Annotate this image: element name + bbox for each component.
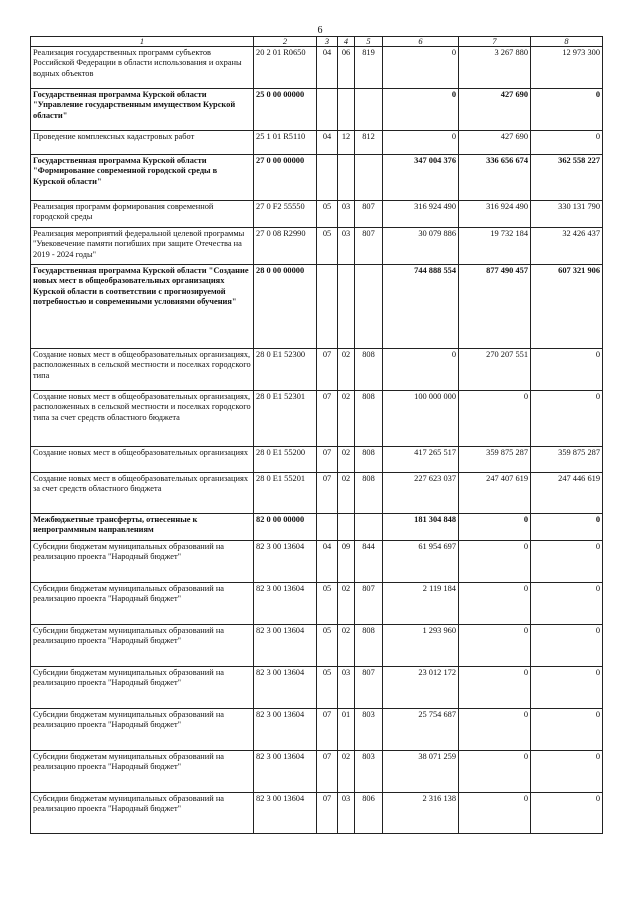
row-code: 82 3 00 13604 xyxy=(254,751,317,793)
row-value-8: 32 426 437 xyxy=(531,228,603,265)
row-section: 04 xyxy=(317,541,338,583)
row-section: 07 xyxy=(317,391,338,447)
row-section: 07 xyxy=(317,349,338,391)
row-type: 808 xyxy=(355,349,383,391)
row-section: 07 xyxy=(317,793,338,834)
header-row xyxy=(31,37,603,47)
row-value-6: 0 xyxy=(383,89,459,131)
row-subsection: 03 xyxy=(338,793,355,834)
row-subsection: 03 xyxy=(338,667,355,709)
row-value-7: 247 407 619 xyxy=(459,473,531,514)
row-code: 82 3 00 13604 xyxy=(254,667,317,709)
row-value-7: 0 xyxy=(459,709,531,751)
row-name: Субсидии бюджетам муниципальных образований на реализацию проекта "Народный бюджет" xyxy=(31,541,254,583)
row-name: Межбюджетные трансферты, отнесенные к непрограммным направлениям xyxy=(31,514,254,541)
row-section: 07 xyxy=(317,473,338,514)
table-row xyxy=(31,155,603,201)
row-value-8: 0 xyxy=(531,583,603,625)
row-subsection xyxy=(338,89,355,131)
row-type: 812 xyxy=(355,131,383,155)
row-value-8: 359 875 287 xyxy=(531,447,603,473)
row-value-8: 0 xyxy=(531,89,603,131)
row-value-8: 247 446 619 xyxy=(531,473,603,514)
budget-table xyxy=(30,36,603,834)
row-code: 27 0 00 00000 xyxy=(254,155,317,201)
table-row xyxy=(31,228,603,265)
row-value-8: 0 xyxy=(531,667,603,709)
row-name: Субсидии бюджетам муниципальных образований на реализацию проекта "Народный бюджет" xyxy=(31,583,254,625)
header-cell-7: 7 xyxy=(459,37,531,47)
table-row xyxy=(31,447,603,473)
row-value-7: 877 490 457 xyxy=(459,265,531,349)
row-name: Государственная программа Курской области "Управление государственным имуществом Курской области" xyxy=(31,89,254,131)
table-row xyxy=(31,47,603,89)
row-type: 819 xyxy=(355,47,383,89)
row-value-7: 19 732 184 xyxy=(459,228,531,265)
row-value-8: 0 xyxy=(531,131,603,155)
header-cell-8: 8 xyxy=(531,37,603,47)
row-value-7: 3 267 880 xyxy=(459,47,531,89)
row-value-6: 347 004 376 xyxy=(383,155,459,201)
row-name: Субсидии бюджетам муниципальных образований на реализацию проекта "Народный бюджет" xyxy=(31,751,254,793)
row-value-8: 0 xyxy=(531,391,603,447)
row-code: 28 0 00 00000 xyxy=(254,265,317,349)
row-section: 05 xyxy=(317,201,338,228)
row-code: 28 0 E1 52301 xyxy=(254,391,317,447)
header-cell-6: 6 xyxy=(383,37,459,47)
table-row xyxy=(31,667,603,709)
row-code: 27 0 F2 55550 xyxy=(254,201,317,228)
row-code: 82 3 00 13604 xyxy=(254,793,317,834)
row-value-7: 0 xyxy=(459,667,531,709)
row-value-8: 330 131 790 xyxy=(531,201,603,228)
row-subsection xyxy=(338,155,355,201)
header-cell-5: 5 xyxy=(355,37,383,47)
row-type: 808 xyxy=(355,625,383,667)
row-value-8: 0 xyxy=(531,349,603,391)
row-value-6: 38 071 259 xyxy=(383,751,459,793)
row-value-8: 362 558 227 xyxy=(531,155,603,201)
row-name: Реализация программ формирования современной городской среды xyxy=(31,201,254,228)
row-code: 82 0 00 00000 xyxy=(254,514,317,541)
row-section: 05 xyxy=(317,667,338,709)
row-value-7: 0 xyxy=(459,583,531,625)
row-value-8: 0 xyxy=(531,625,603,667)
table-row xyxy=(31,391,603,447)
row-type: 803 xyxy=(355,709,383,751)
row-section xyxy=(317,89,338,131)
row-value-8: 12 973 300 xyxy=(531,47,603,89)
table-row xyxy=(31,793,603,834)
row-subsection: 01 xyxy=(338,709,355,751)
row-value-8: 0 xyxy=(531,541,603,583)
row-section: 04 xyxy=(317,131,338,155)
row-subsection: 12 xyxy=(338,131,355,155)
row-name: Реализация мероприятий федеральной целевой программы "Увековечение памяти погибших при защите Отечества на 2019 - 2024 годы" xyxy=(31,228,254,265)
row-subsection: 06 xyxy=(338,47,355,89)
header-cell-3: 3 xyxy=(317,37,338,47)
row-subsection: 02 xyxy=(338,391,355,447)
row-value-6: 100 000 000 xyxy=(383,391,459,447)
row-name: Реализация государственных программ субъектов Российской Федерации в области использования и охраны водных объектов xyxy=(31,47,254,89)
row-value-6: 2 119 184 xyxy=(383,583,459,625)
row-value-6: 1 293 960 xyxy=(383,625,459,667)
row-subsection: 02 xyxy=(338,625,355,667)
header-cell-4: 4 xyxy=(338,37,355,47)
row-type xyxy=(355,514,383,541)
table-body xyxy=(31,47,603,834)
row-code: 82 3 00 13604 xyxy=(254,583,317,625)
row-type: 807 xyxy=(355,228,383,265)
row-subsection: 02 xyxy=(338,751,355,793)
row-code: 82 3 00 13604 xyxy=(254,709,317,751)
row-code: 28 0 E1 55201 xyxy=(254,473,317,514)
row-name: Создание новых мест в общеобразовательных организациях за счет средств областного бюджета xyxy=(31,473,254,514)
row-section xyxy=(317,155,338,201)
row-type: 807 xyxy=(355,583,383,625)
table-row xyxy=(31,583,603,625)
row-type: 808 xyxy=(355,473,383,514)
row-code: 25 0 00 00000 xyxy=(254,89,317,131)
table-row xyxy=(31,514,603,541)
row-value-6: 316 924 490 xyxy=(383,201,459,228)
row-subsection: 02 xyxy=(338,447,355,473)
row-value-6: 25 754 687 xyxy=(383,709,459,751)
row-value-6: 23 012 172 xyxy=(383,667,459,709)
table-row xyxy=(31,201,603,228)
row-value-7: 427 690 xyxy=(459,89,531,131)
table-row xyxy=(31,625,603,667)
table-row xyxy=(31,709,603,751)
row-value-8: 0 xyxy=(531,793,603,834)
header-cell-2: 2 xyxy=(254,37,317,47)
table-row xyxy=(31,751,603,793)
table-row xyxy=(31,473,603,514)
row-code: 82 3 00 13604 xyxy=(254,625,317,667)
row-name: Субсидии бюджетам муниципальных образований на реализацию проекта "Народный бюджет" xyxy=(31,667,254,709)
row-code: 20 2 01 R0650 xyxy=(254,47,317,89)
row-value-7: 0 xyxy=(459,625,531,667)
row-type: 808 xyxy=(355,391,383,447)
row-subsection: 02 xyxy=(338,349,355,391)
row-type: 807 xyxy=(355,667,383,709)
row-value-8: 607 321 906 xyxy=(531,265,603,349)
row-subsection: 02 xyxy=(338,473,355,514)
row-value-7: 0 xyxy=(459,541,531,583)
row-value-6: 0 xyxy=(383,131,459,155)
row-value-8: 0 xyxy=(531,751,603,793)
row-name: Создание новых мест в общеобразовательных организациях, расположенных в сельской местности и поселках городского типа за счет средств областного бюджета xyxy=(31,391,254,447)
row-name: Проведение комплексных кадастровых работ xyxy=(31,131,254,155)
row-value-6: 227 623 037 xyxy=(383,473,459,514)
row-section: 04 xyxy=(317,47,338,89)
row-value-8: 0 xyxy=(531,514,603,541)
row-type xyxy=(355,155,383,201)
row-value-7: 0 xyxy=(459,514,531,541)
row-name: Государственная программа Курской области "Формирование современной городской среды в Курской области" xyxy=(31,155,254,201)
row-value-7: 0 xyxy=(459,391,531,447)
page-number: 6 xyxy=(317,25,323,36)
row-type: 803 xyxy=(355,751,383,793)
row-value-6: 30 079 886 xyxy=(383,228,459,265)
row-value-7: 0 xyxy=(459,793,531,834)
table-row xyxy=(31,349,603,391)
row-value-7: 427 690 xyxy=(459,131,531,155)
row-value-8: 0 xyxy=(531,709,603,751)
row-subsection xyxy=(338,265,355,349)
row-value-6: 61 954 697 xyxy=(383,541,459,583)
row-type: 806 xyxy=(355,793,383,834)
row-subsection: 09 xyxy=(338,541,355,583)
row-subsection: 03 xyxy=(338,201,355,228)
row-value-7: 0 xyxy=(459,751,531,793)
row-code: 82 3 00 13604 xyxy=(254,541,317,583)
row-section: 05 xyxy=(317,625,338,667)
row-value-6: 2 316 138 xyxy=(383,793,459,834)
row-subsection xyxy=(338,514,355,541)
table-row xyxy=(31,541,603,583)
row-value-6: 0 xyxy=(383,349,459,391)
row-subsection: 02 xyxy=(338,583,355,625)
row-code: 28 0 E1 55200 xyxy=(254,447,317,473)
table-row xyxy=(31,131,603,155)
row-value-7: 336 656 674 xyxy=(459,155,531,201)
row-code: 28 0 E1 52300 xyxy=(254,349,317,391)
row-section: 07 xyxy=(317,751,338,793)
table-row xyxy=(31,89,603,131)
row-name: Субсидии бюджетам муниципальных образований на реализацию проекта "Народный бюджет" xyxy=(31,793,254,834)
row-value-6: 0 xyxy=(383,47,459,89)
header-cell-1: 1 xyxy=(31,37,254,47)
row-value-7: 316 924 490 xyxy=(459,201,531,228)
row-subsection: 03 xyxy=(338,228,355,265)
row-section xyxy=(317,265,338,349)
row-name: Создание новых мест в общеобразовательных организациях, расположенных в сельской местности и поселках городского типа xyxy=(31,349,254,391)
row-section: 05 xyxy=(317,583,338,625)
row-name: Государственная программа Курской области "Создание новых мест в общеобразовательных организациях Курской области в соответствии с прогнозируемой потребностью и современными условиями обучения" xyxy=(31,265,254,349)
row-section: 07 xyxy=(317,447,338,473)
row-value-6: 417 265 517 xyxy=(383,447,459,473)
row-section xyxy=(317,514,338,541)
row-value-6: 181 304 848 xyxy=(383,514,459,541)
row-type xyxy=(355,265,383,349)
row-name: Субсидии бюджетам муниципальных образований на реализацию проекта "Народный бюджет" xyxy=(31,625,254,667)
row-name: Создание новых мест в общеобразовательных организациях xyxy=(31,447,254,473)
row-value-7: 270 207 551 xyxy=(459,349,531,391)
row-type: 808 xyxy=(355,447,383,473)
row-value-7: 359 875 287 xyxy=(459,447,531,473)
row-type: 807 xyxy=(355,201,383,228)
row-section: 05 xyxy=(317,228,338,265)
row-name: Субсидии бюджетам муниципальных образований на реализацию проекта "Народный бюджет" xyxy=(31,709,254,751)
row-code: 27 0 08 R2990 xyxy=(254,228,317,265)
row-type: 844 xyxy=(355,541,383,583)
row-code: 25 1 01 R5110 xyxy=(254,131,317,155)
row-section: 07 xyxy=(317,709,338,751)
row-type xyxy=(355,89,383,131)
table-row xyxy=(31,265,603,349)
row-value-6: 744 888 554 xyxy=(383,265,459,349)
